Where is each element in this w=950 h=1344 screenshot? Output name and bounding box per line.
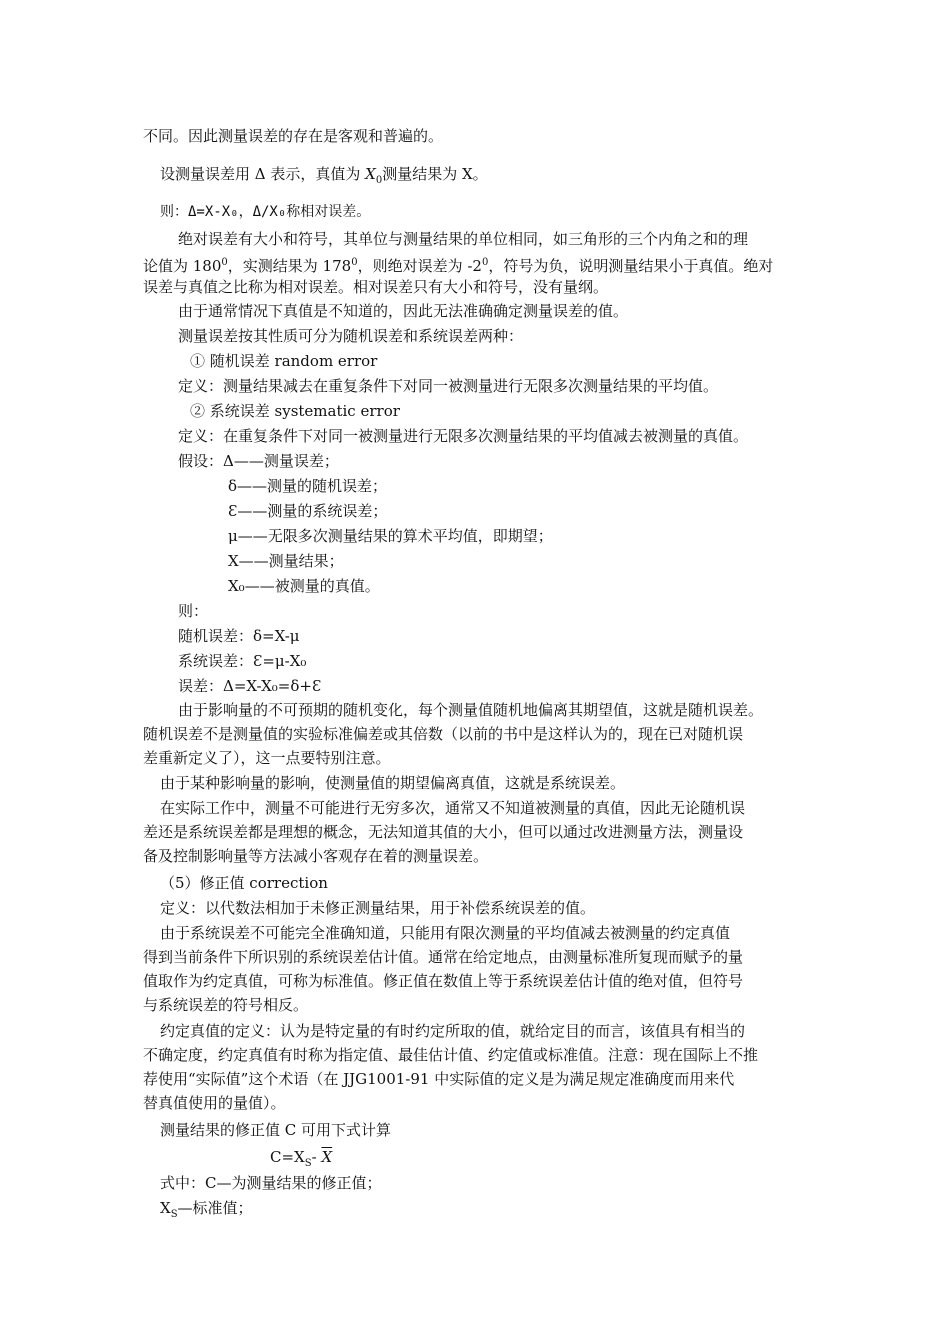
paragraph-line: 差重新定义了），这一点要特别注意。: [143, 749, 391, 767]
text-segment: ，实测结果为 178: [227, 257, 352, 275]
text-segment: 测量结果为 X。: [382, 165, 488, 183]
mean-symbol: $\overline{X}$: [321, 1148, 333, 1166]
paragraph-line: 则：: [178, 602, 209, 620]
paragraph-line: 由于系统误差不可能完全准确知道，只能用有限次测量的平均值减去被测量的约定真值: [160, 924, 731, 942]
degree-superscript: 0: [221, 257, 228, 268]
paragraph-line: 定义：在重复条件下对同一被测量进行无限多次测量结果的平均值减去被测量的真值。: [178, 427, 749, 445]
degree-superscript: 0: [481, 257, 489, 268]
paragraph-line: 替真值使用的量值）。: [143, 1094, 286, 1112]
paragraph-line: 由于通常情况下真值是不知道的，因此无法准确确定测量误差的值。: [178, 302, 629, 320]
text-segment: C=X: [270, 1148, 305, 1166]
error-definition-line: [160, 163, 488, 192]
paragraph-line: 值取作为约定真值，可称为标准值。修正值在数值上等于系统误差估计值的绝对值，但符号: [143, 972, 744, 990]
assumption-line: 假设：Δ——测量误差；: [178, 452, 339, 470]
paragraph-line: 约定真值的定义：认为是特定量的有时约定所取的值，就给定目的而言，该值具有相当的: [160, 1022, 746, 1040]
paragraph-line: 差还是系统误差都是理想的概念，无法知道其值的大小，但可以通过改进测量方法，测量设: [143, 823, 744, 841]
paragraph-line: 测量误差按其性质可分为随机误差和系统误差两种：: [178, 327, 524, 345]
paragraph-line: [160, 1197, 253, 1226]
paragraph-line: 随机误差不是测量值的实验标准偏差或其倍数（以前的书中是这样认为的，现在已对随机误: [143, 725, 744, 743]
assumption-line: μ——无限多次测量结果的算术平均值，即期望；: [228, 527, 553, 545]
relative-error-line: 则：Δ=X-X₀，Δ/X₀称相对误差。: [160, 204, 371, 220]
paragraph-line: 不确定度，约定真值有时称为指定值、最佳估计值、约定值或标准值。注意：现在国际上不推: [143, 1046, 759, 1064]
text-segment: X: [160, 1199, 171, 1217]
paragraph-line: 由于某种影响量的影响，使测量值的期望偏离真值，这就是系统误差。: [160, 774, 626, 792]
subscript: S: [304, 1158, 312, 1169]
formula-line: 误差：Δ=X-X₀=δ+Ɛ: [178, 677, 322, 695]
degree-superscript: 0: [351, 257, 358, 268]
systematic-error-heading: ② 系统误差 systematic error: [190, 402, 400, 420]
text-segment: ，则绝对误差为 -2: [357, 257, 482, 275]
paragraph-line: [143, 252, 773, 277]
formula-line: 随机误差：δ=X-μ: [178, 627, 300, 645]
assumption-line: X——测量结果；: [228, 552, 344, 570]
subscript: S: [170, 1209, 178, 1220]
true-value-symbol: X: [365, 165, 376, 183]
paragraph-line: 与系统误差的符号相反。: [143, 996, 309, 1014]
correction-formula: [270, 1146, 332, 1175]
paragraph-line: 绝对误差有大小和符号，其单位与测量结果的单位相同，如三角形的三个内角之和的理: [178, 230, 749, 248]
paragraph-line: 由于影响量的不可预期的随机变化，每个测量值随机地偏离其期望值，这就是随机误差。: [178, 701, 764, 719]
formula-line: 系统误差：Ɛ=μ-X₀: [178, 652, 307, 670]
paragraph-line: 误差与真值之比称为相对误差。相对误差只有大小和符号，没有量纲。: [143, 278, 609, 296]
paragraph-line: 在实际工作中，测量不可能进行无穷多次，通常又不知道被测量的真值，因此无论随机误: [160, 799, 746, 817]
paragraph-line: 不同。因此测量误差的存在是客观和普遍的。: [143, 127, 444, 145]
paragraph-line: 定义：以代数法相加于未修正测量结果，用于补偿系统误差的值。: [160, 899, 596, 917]
assumption-line: δ——测量的随机误差；: [228, 477, 388, 495]
text-segment: -: [311, 1148, 322, 1166]
paragraph-line: 测量结果的修正值 C 可用下式计算: [160, 1121, 392, 1139]
paragraph-line: 式中：C—为测量结果的修正值；: [160, 1174, 382, 1192]
random-error-heading: ① 随机误差 random error: [190, 352, 378, 370]
paragraph-line: 得到当前条件下所识别的系统误差估计值。通常在给定地点，由测量标准所复现而赋予的量: [143, 948, 744, 966]
assumption-line: X₀——被测量的真值。: [228, 577, 380, 595]
text-segment: 设测量误差用 Δ 表示，真值为: [160, 165, 361, 183]
paragraph-line: 备及控制影响量等方法减小客观存在着的测量误差。: [143, 847, 489, 865]
text-segment: ，符号为负，说明测量结果小于真值。绝对: [488, 257, 774, 275]
assumption-line: Ɛ——测量的系统误差；: [228, 502, 388, 520]
text-segment: —标准值；: [177, 1199, 253, 1217]
paragraph-line: 荐使用“实际值”这个术语（在 JJG1001-91 中实际值的定义是为满足规定准确度而用来代: [143, 1070, 735, 1088]
text-segment: 论值为 180: [143, 257, 222, 275]
subscript: 0: [375, 175, 383, 186]
section-heading: （5）修正值 correction: [160, 874, 328, 892]
paragraph-line: 定义：测量结果减去在重复条件下对同一被测量进行无限多次测量结果的平均值。: [178, 377, 719, 395]
